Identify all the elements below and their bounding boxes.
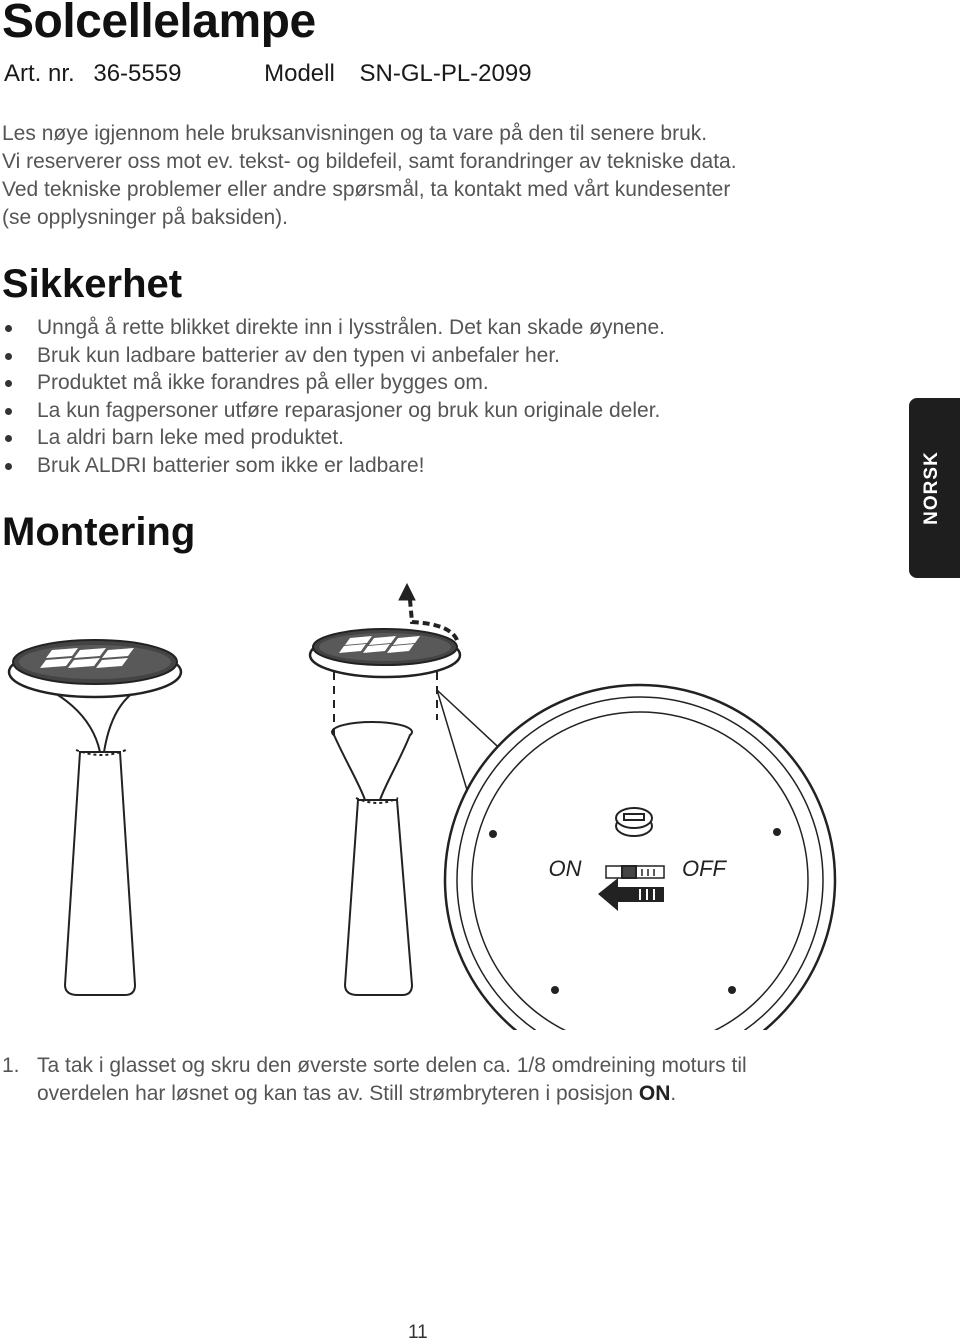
page-number: 11 [408, 1322, 428, 1343]
step-1 [0, 1052, 820, 1107]
step-line-text: overdelen har løsnet og kan tas av. Still strømbryteren i posisjon [37, 1081, 639, 1105]
model-label: Modell [264, 60, 335, 87]
step-number: 1. [2, 1054, 20, 1077]
intro-text [2, 120, 902, 232]
art-label: Art. nr. [4, 60, 75, 87]
model-number: SN-GL-PL-2099 [359, 60, 532, 87]
step-line-end: . [670, 1081, 677, 1105]
mounting-illustration [0, 570, 900, 1030]
safety-item: La aldri barn leke med produktet. [0, 424, 665, 452]
safety-item: Unngå å rette blikket direkte inn i lysstrålen. Det kan skade øynene. [0, 314, 665, 342]
step-line-2 [37, 1080, 820, 1108]
switch-off-label: OFF [682, 856, 726, 881]
base-closeup-illustration [445, 685, 835, 1030]
mounting-heading: Montering [2, 510, 196, 554]
safety-item: Produktet må ikke forandres på eller bygges om. [0, 369, 665, 397]
article-info [4, 60, 532, 88]
page-title: Solcellelampe [2, 0, 316, 48]
lamp-assembled-illustration [9, 640, 181, 995]
intro-line: (se opplysninger på baksiden). [2, 206, 289, 229]
intro-line: Ved tekniske problemer eller andre spørsmål, ta kontakt med vårt kundesenter [2, 178, 731, 201]
safety-item: La kun fagpersoner utføre reparasjoner og bruk kun originale deler. [0, 397, 665, 425]
step-on-emphasis: ON [638, 1081, 671, 1105]
intro-line: Vi reserverer oss mot ev. tekst- og bildefeil, samt forandringer av tekniske data. [2, 150, 737, 173]
safety-list [0, 314, 665, 479]
safety-item: Bruk kun ladbare batterier av den typen vi anbefaler her. [0, 342, 665, 370]
intro-line: Les nøye igjennom hele bruksanvisningen og ta vare på den til senere bruk. [2, 122, 708, 145]
step-line: Ta tak i glasset og skru den øverste sorte delen ca. 1/8 omdreining moturs til [37, 1054, 747, 1077]
art-number: 36-5559 [93, 60, 182, 87]
safety-item: Bruk ALDRI batterier som ikke er ladbare! [0, 452, 665, 480]
safety-heading: Sikkerhet [2, 262, 183, 306]
lamp-exploded-illustration [310, 584, 460, 995]
language-tab-label: NORSK [921, 451, 942, 525]
switch-on-label: ON [548, 856, 582, 881]
